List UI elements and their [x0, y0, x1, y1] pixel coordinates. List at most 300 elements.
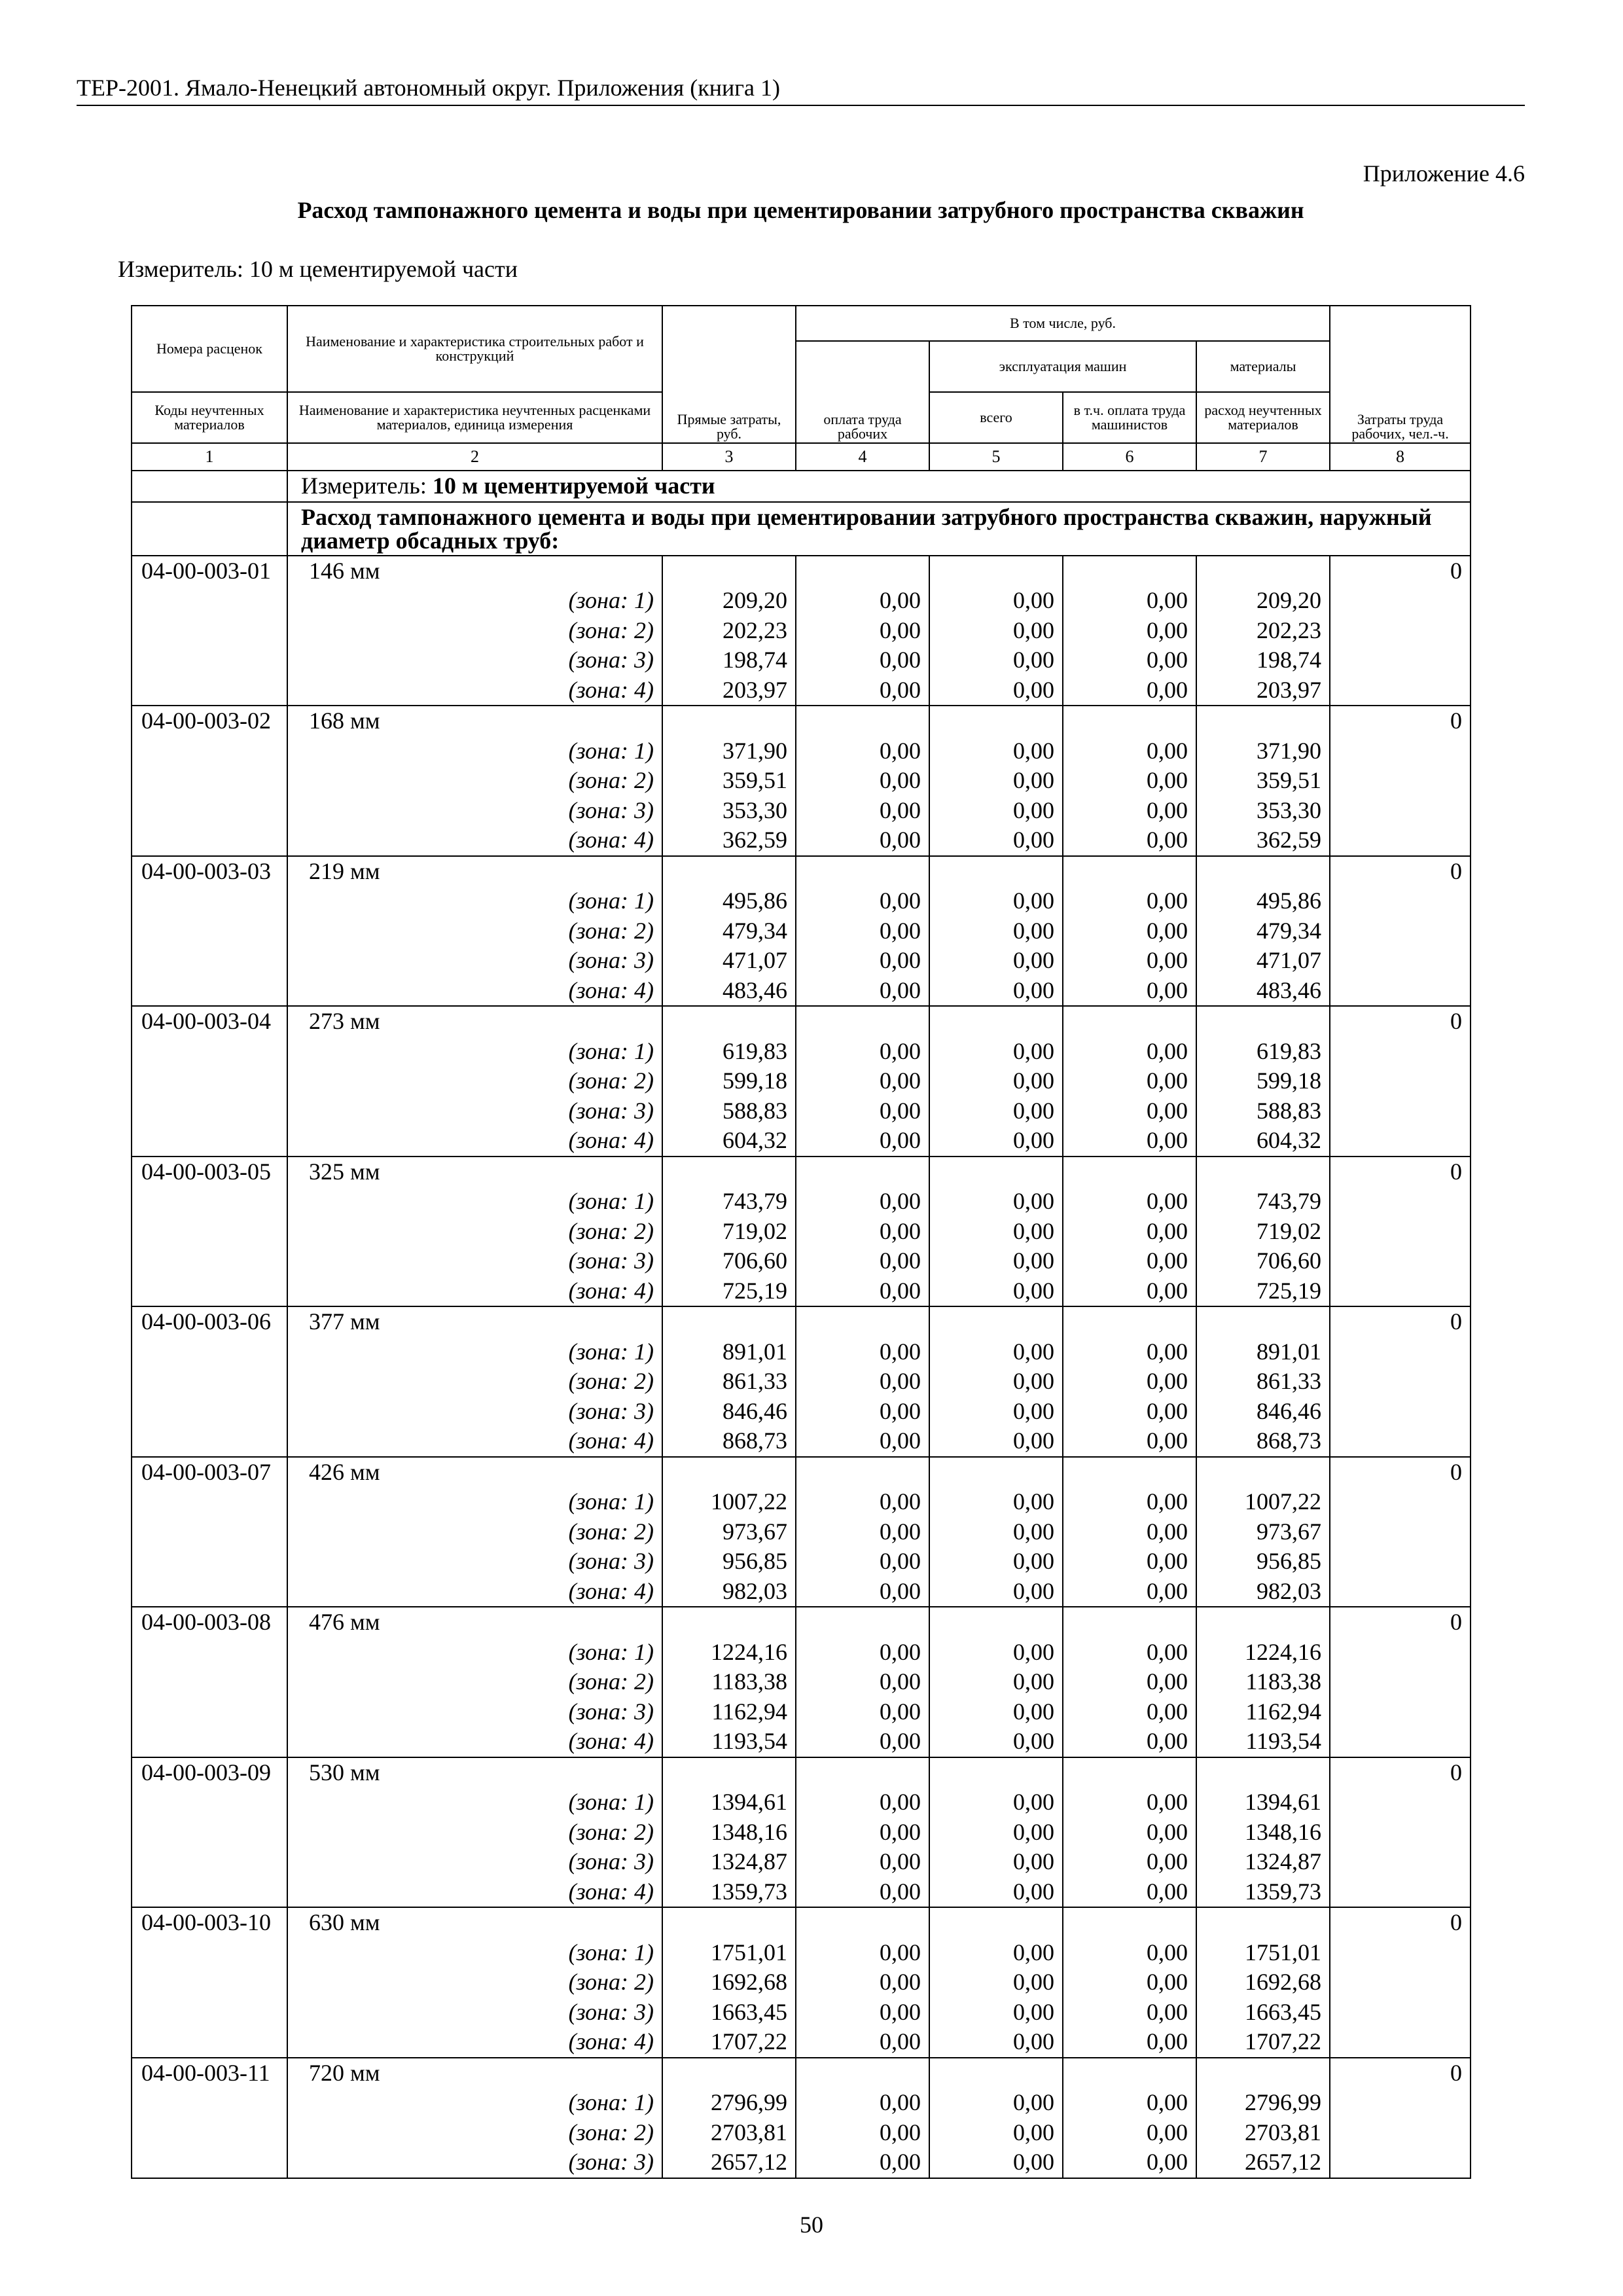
machinist-wage-cell — [1063, 1757, 1196, 1908]
machinist-wage-value: 0,00 — [1147, 1668, 1188, 1695]
machines-value: 0,00 — [1013, 1939, 1054, 1965]
wage-value: 0,00 — [880, 917, 921, 944]
table-row — [132, 1306, 1471, 1457]
labor-cell — [1330, 1306, 1471, 1457]
labor-cell — [1330, 706, 1471, 856]
rate-code-cell — [132, 2058, 287, 2178]
direct-cost: 371,90 — [722, 737, 787, 764]
machinist-wage-cell — [1063, 1607, 1196, 1757]
labor-cell — [1330, 1757, 1471, 1908]
blank-line — [671, 706, 787, 736]
rate-code: 04-00-003-09 — [141, 1759, 271, 1785]
labor-cell — [1330, 1607, 1471, 1757]
blank-line — [1205, 1157, 1321, 1187]
materials-value: 1324,87 — [1245, 1848, 1322, 1874]
labor-value: 0 — [1450, 1158, 1463, 1185]
rates-table — [131, 305, 1471, 2179]
unit-label: Измеритель: 10 м цементируемой части — [118, 256, 518, 282]
wage-value: 0,00 — [880, 1728, 921, 1754]
zone-label: (зона: 3) — [568, 1548, 654, 1574]
zone-label: (зона: 3) — [568, 1097, 654, 1124]
wage-cell — [796, 1907, 929, 2058]
zone-label: (зона: 3) — [568, 1698, 654, 1725]
labor-cell — [1330, 856, 1471, 1007]
wage-cell — [796, 856, 929, 1007]
machinist-wage-value: 0,00 — [1147, 1368, 1188, 1394]
direct-cost: 495,86 — [722, 888, 787, 914]
zone-label: (зона: 3) — [568, 647, 654, 673]
machinist-wage-value: 0,00 — [1147, 737, 1188, 764]
machines-value: 0,00 — [1013, 767, 1054, 793]
machines-cell — [929, 706, 1063, 856]
machines-cell — [929, 1457, 1063, 1607]
materials-value: 2796,99 — [1245, 2089, 1322, 2115]
zone-label: (зона: 1) — [568, 1188, 654, 1214]
machinist-wage-value: 0,00 — [1147, 888, 1188, 914]
machines-value: 0,00 — [1013, 1698, 1054, 1725]
rate-name-cell — [287, 1757, 662, 1908]
materials-value: 495,86 — [1257, 888, 1322, 914]
zone-label: (зона: 4) — [568, 1277, 654, 1304]
materials-value: 1692,68 — [1245, 1969, 1322, 1995]
direct-cost: 2703,81 — [711, 2119, 787, 2145]
rate-name-cell — [287, 556, 662, 706]
machines-value: 0,00 — [1013, 1338, 1054, 1365]
zone-label: (зона: 2) — [568, 1067, 654, 1094]
rate-name-cell — [287, 1907, 662, 2058]
materials-value: 861,33 — [1257, 1368, 1322, 1394]
materials-value: 2703,81 — [1245, 2119, 1322, 2145]
labor-value: 0 — [1450, 2059, 1463, 2086]
machinist-wage-value: 0,00 — [1147, 947, 1188, 973]
machinist-wage-value: 0,00 — [1147, 797, 1188, 823]
table-row — [132, 706, 1471, 856]
wage-value: 0,00 — [880, 1548, 921, 1574]
wage-cell — [796, 1457, 929, 1607]
direct-cost: 973,67 — [722, 1518, 787, 1545]
machines-value: 0,00 — [1013, 1127, 1054, 1153]
machinist-wage-value: 0,00 — [1147, 1848, 1188, 1874]
machines-value: 0,00 — [1013, 2028, 1054, 2054]
rate-code-cell — [132, 856, 287, 1007]
direct-cost: 353,30 — [722, 797, 787, 823]
materials-cell — [1196, 706, 1330, 856]
direct-cost: 2657,12 — [711, 2149, 787, 2175]
table-row — [132, 2058, 1471, 2178]
zone-label: (зона: 1) — [568, 587, 654, 613]
machines-value: 0,00 — [1013, 1067, 1054, 1094]
rate-code: 04-00-003-01 — [141, 557, 271, 584]
materials-value: 198,74 — [1257, 647, 1322, 673]
table-row — [132, 856, 1471, 1007]
pipe-diameter: 630 мм — [309, 1909, 380, 1935]
machinist-wage-cell — [1063, 556, 1196, 706]
wage-value: 0,00 — [880, 1789, 921, 1815]
machinist-wage-value: 0,00 — [1147, 2149, 1188, 2175]
machines-value: 0,00 — [1013, 797, 1054, 823]
direct-cost: 202,23 — [722, 617, 787, 643]
zone-label: (зона: 3) — [568, 1247, 654, 1274]
wage-value: 0,00 — [880, 888, 921, 914]
rate-code: 04-00-003-02 — [141, 708, 271, 734]
machinist-wage-value: 0,00 — [1147, 977, 1188, 1003]
machinist-wage-value: 0,00 — [1147, 1277, 1188, 1304]
materials-value: 719,02 — [1257, 1217, 1322, 1244]
blank-line — [938, 1908, 1054, 1938]
pipe-diameter: 426 мм — [309, 1458, 380, 1485]
labor-value: 0 — [1450, 1609, 1463, 1635]
labor-value: 0 — [1450, 557, 1463, 584]
direct-cost: 891,01 — [722, 1338, 787, 1365]
machinist-wage-value: 0,00 — [1147, 617, 1188, 643]
wage-value: 0,00 — [880, 1969, 921, 1995]
machines-cell — [929, 1157, 1063, 1307]
blank-line — [938, 857, 1054, 887]
blank-line — [1071, 1007, 1188, 1037]
wage-value: 0,00 — [880, 1397, 921, 1424]
table-row — [132, 1907, 1471, 2058]
machinist-wage-cell — [1063, 1457, 1196, 1607]
materials-cell — [1196, 1907, 1330, 2058]
direct-cost: 861,33 — [722, 1368, 787, 1394]
zone-label: (зона: 1) — [568, 1789, 654, 1815]
wage-value: 0,00 — [880, 2119, 921, 2145]
machines-value: 0,00 — [1013, 617, 1054, 643]
machines-value: 0,00 — [1013, 1368, 1054, 1394]
wage-value: 0,00 — [880, 1488, 921, 1515]
wage-value: 0,00 — [880, 1998, 921, 2025]
machines-value: 0,00 — [1013, 1878, 1054, 1905]
machines-value: 0,00 — [1013, 1488, 1054, 1515]
blank-line — [1205, 1307, 1321, 1337]
pipe-diameter: 219 мм — [309, 857, 380, 884]
pipe-diameter: 168 мм — [309, 708, 380, 734]
wage-value: 0,00 — [880, 1037, 921, 1064]
machines-value: 0,00 — [1013, 2119, 1054, 2145]
zone-label: (зона: 4) — [568, 1728, 654, 1754]
machinist-wage-value: 0,00 — [1147, 1067, 1188, 1094]
machines-value: 0,00 — [1013, 2089, 1054, 2115]
rate-code: 04-00-003-05 — [141, 1158, 271, 1185]
wage-value: 0,00 — [880, 647, 921, 673]
wage-value: 0,00 — [880, 1277, 921, 1304]
rate-code-cell — [132, 556, 287, 706]
blank-line — [938, 1157, 1054, 1187]
materials-cell — [1196, 556, 1330, 706]
materials-value: 371,90 — [1257, 737, 1322, 764]
rate-code-cell — [132, 1907, 287, 2058]
machines-value: 0,00 — [1013, 1217, 1054, 1244]
machines-value: 0,00 — [1013, 1548, 1054, 1574]
blank-line — [1071, 1307, 1188, 1337]
zone-label: (зона: 3) — [568, 2149, 654, 2175]
wage-value: 0,00 — [880, 617, 921, 643]
direct-cost: 982,03 — [722, 1577, 787, 1604]
blank-line — [1205, 857, 1321, 887]
labor-value: 0 — [1450, 708, 1463, 734]
wage-value: 0,00 — [880, 2028, 921, 2054]
col-number: 1 — [132, 443, 287, 471]
materials-cell — [1196, 1757, 1330, 1908]
wage-value: 0,00 — [880, 767, 921, 793]
rate-code: 04-00-003-10 — [141, 1909, 271, 1935]
wage-value: 0,00 — [880, 1188, 921, 1214]
col8-header: Затраты труда рабочих, чел.-ч. — [1330, 306, 1471, 443]
machines-value: 0,00 — [1013, 1188, 1054, 1214]
direct-cost-cell — [662, 1157, 796, 1307]
direct-cost-cell — [662, 706, 796, 856]
col7-header: расход неучтенных материалов — [1196, 392, 1330, 443]
wage-value: 0,00 — [880, 1427, 921, 1454]
materials-value: 362,59 — [1257, 827, 1322, 853]
blank-line — [1205, 1607, 1321, 1638]
pipe-diameter: 146 мм — [309, 557, 380, 584]
blank-line — [804, 1758, 921, 1788]
materials-value: 725,19 — [1257, 1277, 1322, 1304]
wage-cell — [796, 706, 929, 856]
machinist-wage-cell — [1063, 706, 1196, 856]
materials-value: 203,97 — [1257, 676, 1322, 703]
blank-line — [1071, 1758, 1188, 1788]
direct-cost: 483,46 — [722, 977, 787, 1003]
machines-value: 0,00 — [1013, 1518, 1054, 1545]
wage-value: 0,00 — [880, 1338, 921, 1365]
blank-line — [938, 556, 1054, 586]
direct-cost: 599,18 — [722, 1067, 787, 1094]
col6-header: в т.ч. оплата труда машинистов — [1063, 392, 1196, 443]
blank-line — [804, 1458, 921, 1488]
col-number: 3 — [662, 443, 796, 471]
zone-label: (зона: 3) — [568, 1998, 654, 2025]
direct-cost: 604,32 — [722, 1127, 787, 1153]
zone-label: (зона: 1) — [568, 1488, 654, 1515]
direct-cost: 479,34 — [722, 917, 787, 944]
machines-value: 0,00 — [1013, 1668, 1054, 1695]
section-title-row — [132, 502, 1471, 556]
zone-label: (зона: 2) — [568, 1818, 654, 1845]
col-number: 4 — [796, 443, 929, 471]
rate-name-cell — [287, 1607, 662, 1757]
machinist-wage-value: 0,00 — [1147, 1818, 1188, 1845]
col1-bottom-header: Коды неучтенных материалов — [132, 392, 287, 443]
wage-value: 0,00 — [880, 1878, 921, 1905]
direct-cost: 198,74 — [722, 647, 787, 673]
blank-line — [671, 1157, 787, 1187]
machines-value: 0,00 — [1013, 827, 1054, 853]
blank-line — [1071, 556, 1188, 586]
direct-cost: 725,19 — [722, 1277, 787, 1304]
blank-line — [804, 1908, 921, 1938]
blank-line — [1205, 1007, 1321, 1037]
blank-line — [671, 1007, 787, 1037]
running-head: ТЕР-2001. Ямало-Ненецкий автономный округ. Приложения (книга 1) — [77, 73, 1525, 106]
machinist-wage-value: 0,00 — [1147, 1217, 1188, 1244]
direct-cost: 1224,16 — [711, 1638, 787, 1665]
labor-cell — [1330, 1457, 1471, 1607]
machinist-wage-value: 0,00 — [1147, 1998, 1188, 2025]
zone-label: (зона: 1) — [568, 2089, 654, 2115]
wage-value: 0,00 — [880, 1217, 921, 1244]
measure-empty-cell — [132, 471, 287, 502]
zone-label: (зона: 3) — [568, 797, 654, 823]
wage-value: 0,00 — [880, 1698, 921, 1725]
materials-value: 202,23 — [1257, 617, 1322, 643]
materials-cell — [1196, 1457, 1330, 1607]
machines-value: 0,00 — [1013, 1638, 1054, 1665]
wage-value: 0,00 — [880, 1577, 921, 1604]
materials-value: 471,07 — [1257, 947, 1322, 973]
machinist-wage-value: 0,00 — [1147, 647, 1188, 673]
machines-cell — [929, 1006, 1063, 1157]
machinist-wage-value: 0,00 — [1147, 2028, 1188, 2054]
machines-value: 0,00 — [1013, 947, 1054, 973]
direct-cost-cell — [662, 856, 796, 1007]
machinist-wage-value: 0,00 — [1147, 1518, 1188, 1545]
blank-line — [671, 556, 787, 586]
blank-line — [938, 1758, 1054, 1788]
zone-label: (зона: 1) — [568, 888, 654, 914]
blank-line — [671, 1607, 787, 1638]
direct-cost-cell — [662, 1907, 796, 2058]
materials-value: 982,03 — [1257, 1577, 1322, 1604]
machinist-wage-value: 0,00 — [1147, 1488, 1188, 1515]
zone-label: (зона: 4) — [568, 676, 654, 703]
rate-code-cell — [132, 1006, 287, 1157]
machines-value: 0,00 — [1013, 1427, 1054, 1454]
blank-line — [804, 1607, 921, 1638]
labor-cell — [1330, 556, 1471, 706]
materials-header: материалы — [1196, 341, 1330, 392]
materials-value: 619,83 — [1257, 1037, 1322, 1064]
wage-cell — [796, 556, 929, 706]
blank-line — [804, 556, 921, 586]
direct-cost: 209,20 — [722, 587, 787, 613]
document-title: Расход тампонажного цемента и воды при цементировании затрубного пространства скважин — [297, 197, 1304, 223]
wage-value: 0,00 — [880, 1638, 921, 1665]
direct-cost: 471,07 — [722, 947, 787, 973]
blank-line — [804, 1307, 921, 1337]
wage-value: 0,00 — [880, 1668, 921, 1695]
direct-cost-cell — [662, 2058, 796, 2178]
direct-cost: 1707,22 — [711, 2028, 787, 2054]
col2-bottom-header: Наименование и характеристика неучтенных расценками материалов, единица измерения — [287, 392, 662, 443]
machines-cell — [929, 556, 1063, 706]
pipe-diameter: 377 мм — [309, 1308, 380, 1335]
machines-value: 0,00 — [1013, 977, 1054, 1003]
wage-value: 0,00 — [880, 1127, 921, 1153]
zone-label: (зона: 2) — [568, 617, 654, 643]
table-row — [132, 1757, 1471, 1908]
direct-cost-cell — [662, 1757, 796, 1908]
col3-header: Прямые затраты, руб. — [662, 306, 796, 443]
machines-value: 0,00 — [1013, 676, 1054, 703]
wage-cell — [796, 1757, 929, 1908]
materials-cell — [1196, 2058, 1330, 2178]
machinist-wage-value: 0,00 — [1147, 1939, 1188, 1965]
materials-value: 209,20 — [1257, 587, 1322, 613]
direct-cost-cell — [662, 1607, 796, 1757]
materials-value: 1348,16 — [1245, 1818, 1322, 1845]
zone-label: (зона: 2) — [568, 1368, 654, 1394]
machines-value: 0,00 — [1013, 1848, 1054, 1874]
blank-line — [1071, 2058, 1188, 2089]
page-number: 50 — [800, 2212, 823, 2238]
measure-value: 10 м цементируемой части — [432, 473, 715, 499]
machines-value: 0,00 — [1013, 737, 1054, 764]
labor-value: 0 — [1450, 1308, 1463, 1335]
wage-value: 0,00 — [880, 1848, 921, 1874]
zone-label: (зона: 1) — [568, 1638, 654, 1665]
pipe-diameter: 325 мм — [309, 1158, 380, 1185]
machinist-wage-value: 0,00 — [1147, 1338, 1188, 1365]
direct-cost: 1751,01 — [711, 1939, 787, 1965]
direct-cost: 706,60 — [722, 1247, 787, 1274]
labor-cell — [1330, 1006, 1471, 1157]
blank-line — [1205, 706, 1321, 736]
machines-cell — [929, 1607, 1063, 1757]
machinist-wage-value: 0,00 — [1147, 827, 1188, 853]
direct-cost: 956,85 — [722, 1548, 787, 1574]
rate-name-cell — [287, 1006, 662, 1157]
blank-line — [1205, 556, 1321, 586]
table-row — [132, 1157, 1471, 1307]
table-row — [132, 556, 1471, 706]
machinist-wage-cell — [1063, 1907, 1196, 2058]
blank-line — [671, 2058, 787, 2089]
materials-cell — [1196, 856, 1330, 1007]
wage-cell — [796, 2058, 929, 2178]
blank-line — [671, 1758, 787, 1788]
machinist-wage-value: 0,00 — [1147, 2089, 1188, 2115]
materials-value: 2657,12 — [1245, 2149, 1322, 2175]
blank-line — [804, 706, 921, 736]
labor-value: 0 — [1450, 1458, 1463, 1485]
zone-label: (зона: 3) — [568, 1397, 654, 1424]
labor-value: 0 — [1450, 1909, 1463, 1935]
blank-line — [938, 1458, 1054, 1488]
machinist-wage-value: 0,00 — [1147, 1037, 1188, 1064]
rate-name-cell — [287, 706, 662, 856]
materials-value: 1707,22 — [1245, 2028, 1322, 2054]
col5-header: всего — [929, 392, 1063, 443]
materials-value: 1193,54 — [1245, 1728, 1322, 1754]
zone-label: (зона: 4) — [568, 827, 654, 853]
rate-code: 04-00-003-08 — [141, 1609, 271, 1635]
machinist-wage-cell — [1063, 1006, 1196, 1157]
zone-label: (зона: 2) — [568, 917, 654, 944]
rate-code: 04-00-003-07 — [141, 1458, 271, 1485]
materials-value: 479,34 — [1257, 917, 1322, 944]
labor-cell — [1330, 2058, 1471, 2178]
direct-cost: 846,46 — [722, 1397, 787, 1424]
blank-line — [1205, 2058, 1321, 2089]
table-row — [132, 1457, 1471, 1607]
direct-cost: 1183,38 — [711, 1668, 787, 1695]
machines-value: 0,00 — [1013, 1277, 1054, 1304]
wage-value: 0,00 — [880, 1067, 921, 1094]
direct-cost-cell — [662, 1006, 796, 1157]
appendix-label: Приложение 4.6 — [1363, 160, 1525, 187]
direct-cost: 203,97 — [722, 676, 787, 703]
col-number: 8 — [1330, 443, 1471, 471]
blank-line — [1071, 1458, 1188, 1488]
materials-cell — [1196, 1306, 1330, 1457]
machines-value: 0,00 — [1013, 888, 1054, 914]
machines-value: 0,00 — [1013, 1397, 1054, 1424]
rate-code-cell — [132, 1457, 287, 1607]
machinist-wage-cell — [1063, 1157, 1196, 1307]
direct-cost: 1663,45 — [711, 1998, 787, 2025]
